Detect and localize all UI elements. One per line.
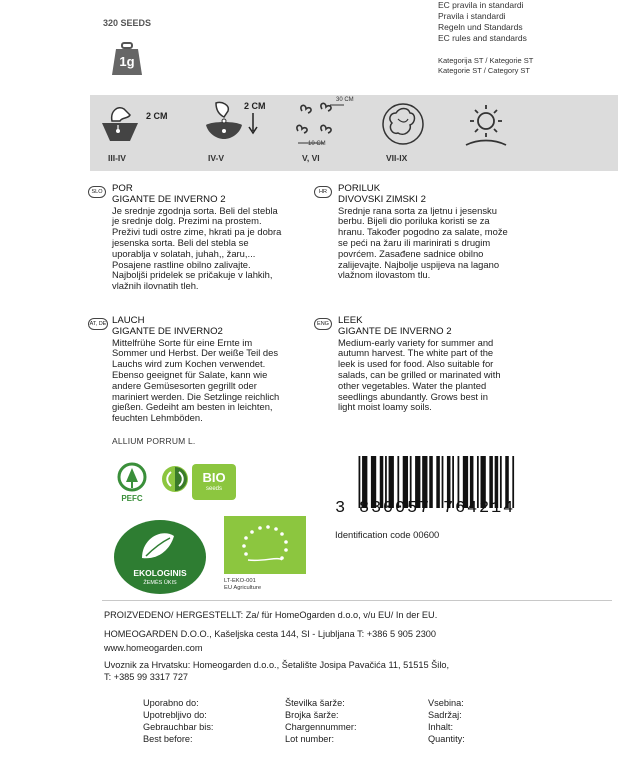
description-line: andere Gemüsesorten gegrillt oder	[112, 379, 257, 391]
down-arrow-icon	[248, 113, 258, 135]
eu-code-line: LT-EKO-001	[224, 578, 256, 584]
category-line: Kategorija ST / Kategorie ST	[438, 56, 534, 65]
description-line: feuchten Lehmböden.	[112, 412, 203, 424]
stage1-distance: 2 CM	[146, 111, 168, 121]
description-line: gießen. Gedeiht am besten in leichten,	[112, 401, 273, 413]
description-line: je srednje dolg. Prezimi na prostem.	[112, 215, 262, 227]
lot-label: Vsebina:	[428, 698, 464, 708]
barcode-number: 3 830057 764214	[335, 499, 516, 518]
producer-website: www.homeogarden.com	[104, 643, 203, 653]
description-line: salads, can be grilled or marinated with	[338, 368, 501, 380]
rule-line: EC rules and standards	[438, 33, 527, 43]
product-name: POR	[112, 183, 133, 194]
producer-line-2: HOMEOGARDEN D.O.O., Kašeljska cesta 144, SI - Ljubljana T: +386 5 905 2300	[104, 629, 437, 639]
sun-icon	[462, 99, 510, 151]
description-line: vlažnom ilovastom tlu.	[338, 269, 431, 281]
language-badge-en: ENG	[314, 318, 332, 330]
text-block-slo	[112, 184, 307, 292]
harvest-vegetable-icon	[380, 101, 426, 147]
seeds-weight-block	[96, 18, 158, 80]
pefc-label: PEFC	[121, 494, 143, 503]
lot-label: Quantity:	[428, 734, 465, 744]
rule-line: EC pravila in standardi	[438, 0, 524, 10]
language-badge-de: AT, DE	[88, 318, 108, 330]
description-line: Lauchs wird zum Kochen verwendet.	[112, 358, 266, 370]
row-spacing: 30 CM	[336, 97, 354, 103]
description-line: leek is used for food. Also suitable for	[338, 358, 494, 370]
lot-label: Sadržaj:	[428, 710, 462, 720]
sowing-calendar-band	[90, 95, 618, 171]
identification-code: Identification code 00600	[335, 529, 440, 540]
description-line: other vegetables. Water the planted	[338, 379, 487, 391]
description-line: zalijevajte. Najbolje uspijeva na lagano	[338, 258, 500, 270]
stage1-months: III-IV	[108, 153, 126, 163]
description-line: povrćem. Zasađene sadnice obilno	[338, 247, 484, 259]
importer-line: Uvoznik za Hrvatsku: Homeogarden d.o.o., Šetalište Josipa Pavačića 11, 51515 Šilo,	[104, 660, 450, 670]
variety-name: DIVOVSKI ZIMSKI 2	[338, 193, 426, 205]
product-name: PORILUK	[338, 183, 381, 194]
description-line: jesenska sorta. Beli del stebla se	[112, 236, 249, 248]
lot-label: Številka šarže:	[285, 698, 345, 708]
lot-label: Chargennummer:	[285, 722, 357, 732]
stage2-months: IV-V	[208, 153, 225, 163]
description-line: se peći na žaru ili marinirati s drugim	[338, 236, 491, 248]
description-line: Srednje rana sorta za ljetnu i jesensku	[338, 204, 497, 216]
description-line: berbu. Bijeli dio poriluka koristi se za	[338, 215, 490, 227]
category-list	[438, 56, 608, 76]
product-name: LAUCH	[112, 315, 145, 326]
description-line: autumn harvest. The white part of the	[338, 347, 494, 359]
variety-name: GIGANTE DE INVERNO 2	[112, 193, 226, 205]
text-block-en	[338, 316, 538, 413]
lot-label: Upotrebljivo do:	[143, 710, 207, 720]
product-name: LEEK	[338, 315, 363, 326]
description-line: Najboljši pridelek se pričakuje v lahkih,	[112, 269, 273, 281]
eu-code-line: EU Agriculture	[224, 585, 262, 591]
ekologinis-title: EKOLOGINIS	[133, 568, 187, 578]
rule-line: Regeln und Standards	[438, 22, 523, 32]
language-badge-hr: HR	[314, 186, 332, 198]
description-line: mariniert werden. Die Setzlinge reichlich	[112, 390, 280, 402]
seeds-count: 320 SEEDS	[102, 18, 152, 28]
description-line: Posajene rastline obilno zalivajte.	[112, 258, 251, 270]
description-line: Mittelfrühe Sorte für eine Ernte im	[112, 336, 253, 348]
variety-name: GIGANTE DE INVERNO2	[112, 325, 223, 337]
stage2-distance: 2 CM	[244, 101, 266, 111]
eu-leaf-stars-icon	[224, 516, 306, 574]
eu-code	[224, 578, 261, 592]
rule-line: Pravila i standardi	[438, 11, 506, 21]
green-dot-icon	[160, 464, 190, 494]
stage3-months: V, VI	[302, 153, 320, 163]
planting-hand-icon	[202, 99, 246, 143]
lot-label: Uporabno do:	[143, 698, 199, 708]
lot-label: Lot number:	[285, 734, 335, 744]
latin-name: ALLIUM PORRUM L.	[112, 436, 196, 446]
bio-seeds-logo	[192, 464, 236, 500]
description-line: Je srednje zgodnja sorta. Beli del stebla	[112, 204, 278, 216]
ekologinis-subtitle: ŽEMĖS ŪKIS	[143, 580, 177, 586]
eu-organic-logo	[224, 516, 306, 574]
description-line: Ebenso geeignet für Salate, kann wie	[112, 368, 268, 380]
pefc-tree-icon	[112, 462, 152, 492]
language-badge-slo: SLO	[88, 186, 106, 198]
description-line: Preživi tudi ostre zime, hkrati pa je dobra	[112, 226, 282, 238]
description-line: vlažnih ilovnatih tleh.	[112, 280, 199, 292]
stage4-months: VII-IX	[386, 153, 408, 163]
producer-line-1: PROIZVEDENO/ HERGESTELLT: Za/ für HomeOgarden d.o.o, v/u EU/ In der EU.	[104, 610, 438, 620]
text-block-de	[112, 316, 312, 424]
variety-name: GIGANTE DE INVERNO 2	[338, 325, 452, 337]
description-line: Sommer und Herbst. Der weiße Teil des	[112, 347, 279, 359]
lot-label: Best before:	[143, 734, 193, 744]
lot-label: Inhalt:	[428, 722, 454, 732]
description-line: light moist loamy soils.	[338, 401, 432, 413]
plant-spacing: 10 CM	[308, 141, 326, 147]
section-divider	[102, 600, 612, 601]
bio-title: BIO	[202, 470, 226, 485]
rules-list	[438, 0, 608, 44]
description-line: uporablja v solatah, juhah,, žaru,...	[112, 247, 256, 259]
text-block-hr	[338, 184, 538, 281]
sowing-hand-icon	[100, 101, 140, 143]
lot-col-quantity	[428, 697, 558, 745]
description-line: seedlings abundantly. Grows best in	[338, 390, 488, 402]
importer-phone: T: +385 99 3317 727	[104, 672, 189, 682]
lot-label: Brojka šarže:	[285, 710, 339, 720]
description-line: Medium-early variety for summer and	[338, 336, 494, 348]
description-line: hranu. Također pogodno za salate, može	[338, 226, 508, 238]
lot-col-best-before	[143, 697, 273, 745]
bio-subtitle: seeds	[205, 486, 222, 492]
lot-col-lot-number	[285, 697, 415, 745]
category-line: Kategorie ST / Category ST	[438, 66, 530, 75]
lot-label: Gebrauchbar bis:	[143, 722, 214, 732]
weight-label: 1g	[119, 54, 135, 69]
